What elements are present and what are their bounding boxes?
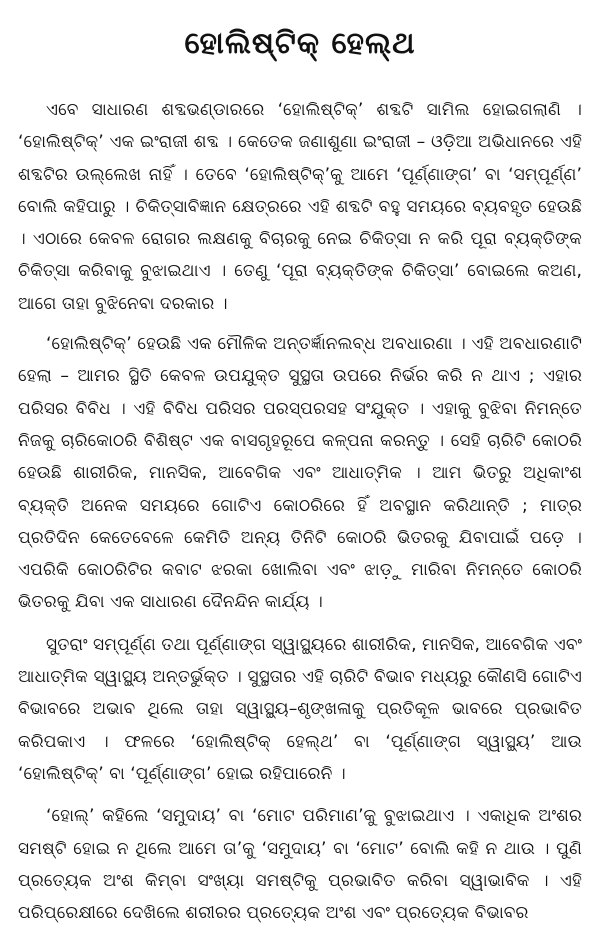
paragraph-1: ଏବେ ସାଧାରଣ ଶବ୍ଦଭଣ୍ଡାରରେ ‘ହୋଲିଷ୍ଟିକ୍’ ଶବ୍ଦଟି ସାମିଲ ହୋଇଗଲାଣି । ‘ହୋଲିଷ୍ଟିକ୍’ ଏକ ଇଂରାଜୀ ଶବ୍ଦ । କେତେକ ଜଣାଶୁଣା ଇଂରାଜୀ – ଓଡ଼ିଆ ଅଭିଧାନରେ ଏହି ଶବ୍ଦଟିର ଉଲ୍ଲେଖ ନାହିଁ । ତେବେ ‘ହୋଲିଷ୍ଟିକ୍’କୁ ଆମେ ‘ପୂର୍ଣ୍ଣାଙ୍ଗ’ ବା ‘ସମ୍ପୂର୍ଣ୍ଣ’ ବୋଲି କହିପାରୁ । ଚିକିତ୍ସାବିଜ୍ଞାନ କ୍ଷେତ୍ରରେ ଏହି ଶବ୍ଦଟି ବହୁ ସମୟରେ ବ୍ୟବହୃତ ହେଉଛି । ଏଠାରେ କେବଳ ରୋଗର ଲକ୍ଷଣକୁ ବିଚାରକୁ ନେଇ ଚିକିତ୍ସା ନ କରି ପୂରା ବ୍ୟକ୍ତିଙ୍କ ଚିକିତ୍ସା କରିବାକୁ ବୁଝାଇଥାଏ । ତେଣୁ ‘ପୂରା ବ୍ୟକ୍ତିଙ୍କ ଚିକିତ୍ସା’ ବୋଇଲେ କଅଣ, ଆଗେ ତାହା ବୁଝିନେବା ଦରକାର । <box>18 100 582 314</box>
paragraph-3: ସୁତରାଂ ସମ୍ପୂର୍ଣ୍ଣ ତଥା ପୂର୍ଣ୍ଣାଙ୍ଗ ସ୍ୱାସ୍ଥ୍ୟରେ ଶାରୀରିକ, ମାନସିକ, ଆବେଗିକ ଏବଂ ଆଧାତ୍ମିକ ସ୍ୱାସ୍ଥ୍ୟ ଅନ୍ତର୍ଭୁକ୍ତ । ସୁସ୍ଥତାର ଏହି ଚାରିଟି ବିଭାବ ମଧ୍ୟରୁ କୌଣସି ଗୋଟିଏ ବିଭାବରେ ଅଭାବ ଥିଲେ ତାହା ସ୍ୱାସ୍ଥ୍ୟ–ଶୃଙ୍ଖଳାକୁ ପ୍ରତିକୂଳ ଭାବରେ ପ୍ରଭାବିତ କରିପକାଏ । ଫଳରେ ‘ହୋଲିଷ୍ଟିକ୍ ହେଲ୍‌ଥ’ ବା ‘ପୂର୍ଣ୍ଣାଙ୍ଗ ସ୍ୱାସ୍ଥ୍ୟ’ ଆଉ ‘ହୋଲିଷ୍ଟିକ୍’ ବା ‘ପୂର୍ଣ୍ଣାଙ୍ଗ’ ହୋଇ ରହିପାରେନି । <box>18 634 583 784</box>
paragraph-4: ‘ହୋଲ୍’ କହିଲେ ‘ସମୁଦାୟ’ ବା ‘ମୋଟ ପରିମାଣ’କୁ ବୁଝାଇଥାଏ । ଏକାଧିକ ଅଂଶର ସମଷ୍ଟି ହୋଇ ନ ଥିଲେ ଆମେ ତା’କୁ ‘ସମୁଦାୟ’ ବା ‘ମୋଟ’ ବୋଲି କହି ନ ଥାଉ । ପୁଣି ପ୍ରତ୍ୟେକ ଅଂଶ କିମ୍ବା ସଂଖ୍ୟା ସମଷ୍ଟିକୁ ପ୍ରଭାବିତ କରିବା ସ୍ୱାଭାବିକ । ଏହି ପରିପ୍ରେକ୍ଷୀରେ ଦେଖିଲେ ଶରୀରର ପ୍ରତ୍ୟେକ ଅଂଶ ଏବଂ ପ୍ରତ୍ୟେକ ବିଭାବର <box>18 806 582 924</box>
page-title: ହୋଲିଷ୍ଟିକ୍ ହେଲ୍‌ଥ <box>184 26 416 61</box>
paragraph-2: ‘ହୋଲିଷ୍ଟିକ୍’ ହେଉଛି ଏକ ମୌଳିକ ଅନ୍ତର୍ଜ୍ଞାନଲବ୍ଧ ଅବଧାରଣା । ଏହି ଅବଧାରଣାଟି ହେଲା – ଆମର ସ୍ଥିତି କେବଳ ଉପଯୁକ୍ତ ସୁସ୍ଥତା ଉପରେ ନିର୍ଭର କରି ନ ଥାଏ ; ଏହାର ପରିସର ବିବିଧ । ଏହି ବିବିଧ ପରିସର ପରସ୍ପରସହ ସଂଯୁକ୍ତ । ଏହାକୁ ବୁଝିବା ନିମନ୍ତେ ନିଜକୁ ଚାରିକୋଠରି ବିଶିଷ୍ଟ ଏକ ବାସଗୃହରୂପେ କଳ୍ପନା କରନ୍ତୁ । ସେହି ଚାରିଟି କୋଠରି ହେଉଛି ଶାରୀରିକ, ମାନସିକ, ଆବେଗିକ ଏବଂ ଆଧାତ୍ମିକ । ଆମ ଭିତରୁ ଅଧିକାଂଶ ବ୍ୟକ୍ତି ଅନେକ ସମୟରେ ଗୋଟିଏ କୋଠରିରେ ହିଁ ଅବସ୍ଥାନ କରିଥାନ୍ତି ; ମାତ୍ର ପ୍ରତିଦିନ କେତେବେଳେ କେମିତି ଅନ୍ୟ ତିନିଟି କୋଠରି ଭିତରକୁ ଯିବାପାଇଁ ପଡ଼େ । ଏପରିକି କୋଠରିଟିର କବାଟ ଝରକା ଖୋଲିବା ଏବଂ ଝାଡ଼ୁ ମାରିବା ନିମନ୍ତେ କୋଠରି ଭିତରକୁ ଯିବା ଏକ ସାଧାରଣ ଦୈନନ୍ଦିନ କାର୍ଯ୍ୟ । <box>18 334 582 613</box>
